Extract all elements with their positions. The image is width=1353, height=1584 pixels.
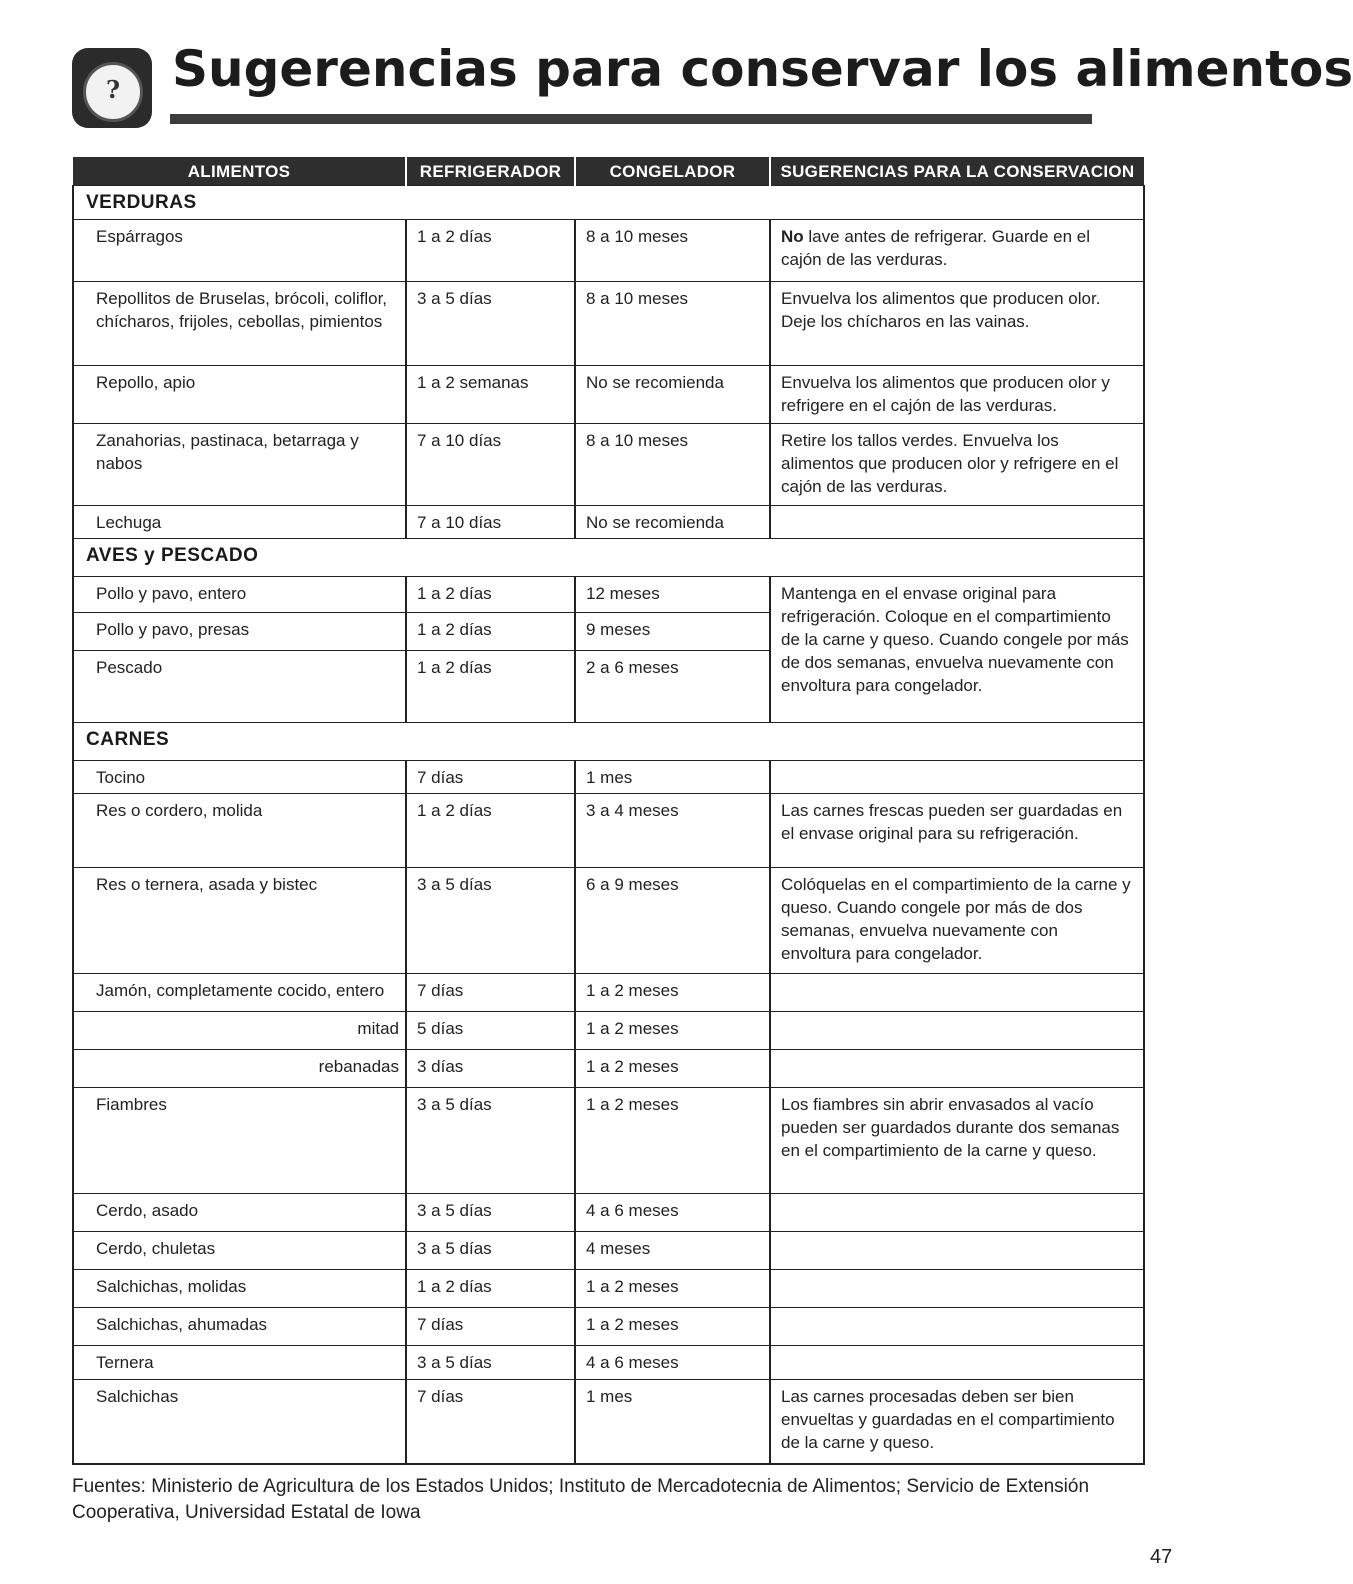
tip-emphasis: No bbox=[781, 227, 804, 246]
table-header-row bbox=[73, 157, 1144, 186]
refrigerator-cell: 3 a 5 días bbox=[406, 282, 575, 366]
freezer-cell: 1 a 2 meses bbox=[575, 1270, 770, 1308]
food-cell: Res o cordero, molida bbox=[73, 794, 406, 868]
freezer-cell: No se recomienda bbox=[575, 366, 770, 424]
table-row bbox=[73, 1308, 1144, 1346]
freezer-cell: 2 a 6 meses bbox=[575, 651, 770, 723]
tip-cell: Mantenga en el envase original para refrigeración. Coloque en el compartimiento de la carne y queso. Cuando congele por más de dos semanas, envuelva nuevamente con envoltura para congelador. bbox=[770, 577, 1144, 723]
food-storage-table bbox=[72, 157, 1145, 1465]
food-cell: rebanadas bbox=[73, 1050, 406, 1088]
refrigerator-cell: 3 a 5 días bbox=[406, 1194, 575, 1232]
refrigerator-cell: 7 a 10 días bbox=[406, 424, 575, 506]
table-row bbox=[73, 1050, 1144, 1088]
food-cell: Repollo, apio bbox=[73, 366, 406, 424]
table-row bbox=[73, 282, 1144, 366]
freezer-cell: 4 a 6 meses bbox=[575, 1346, 770, 1380]
food-cell: Pescado bbox=[73, 651, 406, 723]
column-header-refrigerator: REFRIGERADOR bbox=[406, 157, 575, 186]
freezer-cell: 1 a 2 meses bbox=[575, 1050, 770, 1088]
table-row bbox=[73, 974, 1144, 1012]
freezer-cell: 9 meses bbox=[575, 613, 770, 651]
food-cell: Salchichas, molidas bbox=[73, 1270, 406, 1308]
tip-cell bbox=[770, 1232, 1144, 1270]
tip-cell: Envuelva los alimentos que producen olor. Deje los chícharos en las vainas. bbox=[770, 282, 1144, 366]
table-row bbox=[73, 506, 1144, 539]
freezer-cell: 3 a 4 meses bbox=[575, 794, 770, 868]
table-row bbox=[73, 1012, 1144, 1050]
freezer-cell: No se recomienda bbox=[575, 506, 770, 539]
freezer-cell: 6 a 9 meses bbox=[575, 868, 770, 974]
table-row bbox=[73, 577, 1144, 613]
food-cell: Pollo y pavo, presas bbox=[73, 613, 406, 651]
table-row bbox=[73, 1346, 1144, 1380]
tip-cell bbox=[770, 1308, 1144, 1346]
food-cell: Cerdo, chuletas bbox=[73, 1232, 406, 1270]
freezer-cell: 1 mes bbox=[575, 1380, 770, 1464]
section-title: CARNES bbox=[73, 723, 1144, 761]
tip-text: lave antes de refrigerar. Guarde en el cajón de las verduras. bbox=[781, 227, 1091, 269]
food-cell: Salchichas, ahumadas bbox=[73, 1308, 406, 1346]
refrigerator-cell: 1 a 2 semanas bbox=[406, 366, 575, 424]
tip-cell: Envuelva los alimentos que producen olor y refrigere en el cajón de las verduras. bbox=[770, 366, 1144, 424]
page-title: Sugerencias para conservar los alimentos bbox=[172, 40, 1353, 98]
title-underline bbox=[170, 114, 1092, 124]
food-cell: Zanahorias, pastinaca, betarraga y nabos bbox=[73, 424, 406, 506]
tip-cell bbox=[770, 506, 1144, 539]
section-title: VERDURAS bbox=[73, 186, 1144, 220]
lightbulb-icon: ? bbox=[72, 48, 152, 128]
freezer-cell: 8 a 10 meses bbox=[575, 220, 770, 282]
refrigerator-cell: 3 días bbox=[406, 1050, 575, 1088]
refrigerator-cell: 1 a 2 días bbox=[406, 220, 575, 282]
tip-cell bbox=[770, 974, 1144, 1012]
refrigerator-cell: 3 a 5 días bbox=[406, 1232, 575, 1270]
tip-cell: Colóquelas en el compartimiento de la carne y queso. Cuando congele por más de dos semanas, envuelva nuevamente con envoltura para congelador. bbox=[770, 868, 1144, 974]
table-row bbox=[73, 794, 1144, 868]
refrigerator-cell: 1 a 2 días bbox=[406, 651, 575, 723]
food-cell: Espárragos bbox=[73, 220, 406, 282]
tip-cell: Las carnes frescas pueden ser guardadas en el envase original para su refrigeración. bbox=[770, 794, 1144, 868]
food-cell: Ternera bbox=[73, 1346, 406, 1380]
tip-cell: Las carnes procesadas deben ser bien envueltas y guardadas en el compartimiento de la carne y queso. bbox=[770, 1380, 1144, 1464]
table-row bbox=[73, 424, 1144, 506]
food-cell: Cerdo, asado bbox=[73, 1194, 406, 1232]
food-cell: Jamón, completamente cocido, entero bbox=[73, 974, 406, 1012]
food-cell: Repollitos de Bruselas, brócoli, coliflor, chícharos, frijoles, cebollas, pimientos bbox=[73, 282, 406, 366]
tip-cell: Los fiambres sin abrir envasados al vacío pueden ser guardados durante dos semanas en el compartimiento de la carne y queso. bbox=[770, 1088, 1144, 1194]
freezer-cell: 1 a 2 meses bbox=[575, 1088, 770, 1194]
table-row bbox=[73, 1380, 1144, 1464]
column-header-food: ALIMENTOS bbox=[73, 157, 406, 186]
refrigerator-cell: 1 a 2 días bbox=[406, 1270, 575, 1308]
column-header-tips: SUGERENCIAS PARA LA CONSERVACION bbox=[770, 157, 1144, 186]
refrigerator-cell: 7 a 10 días bbox=[406, 506, 575, 539]
food-cell: mitad bbox=[73, 1012, 406, 1050]
refrigerator-cell: 7 días bbox=[406, 1380, 575, 1464]
table-row bbox=[73, 220, 1144, 282]
column-header-freezer: CONGELADOR bbox=[575, 157, 770, 186]
refrigerator-cell: 3 a 5 días bbox=[406, 1088, 575, 1194]
freezer-cell: 8 a 10 meses bbox=[575, 282, 770, 366]
tip-cell bbox=[770, 220, 1144, 282]
freezer-cell: 1 mes bbox=[575, 761, 770, 794]
tip-cell bbox=[770, 1346, 1144, 1380]
refrigerator-cell: 1 a 2 días bbox=[406, 577, 575, 613]
food-cell: Tocino bbox=[73, 761, 406, 794]
section-title: AVES y PESCADO bbox=[73, 539, 1144, 577]
refrigerator-cell: 3 a 5 días bbox=[406, 1346, 575, 1380]
section-row bbox=[73, 186, 1144, 220]
food-cell: Fiambres bbox=[73, 1088, 406, 1194]
page-number: 47 bbox=[1150, 1546, 1173, 1568]
food-cell: Salchichas bbox=[73, 1380, 406, 1464]
freezer-cell: 1 a 2 meses bbox=[575, 1012, 770, 1050]
tip-cell bbox=[770, 1050, 1144, 1088]
freezer-cell: 1 a 2 meses bbox=[575, 974, 770, 1012]
table-row bbox=[73, 1232, 1144, 1270]
refrigerator-cell: 7 días bbox=[406, 761, 575, 794]
freezer-cell: 4 a 6 meses bbox=[575, 1194, 770, 1232]
freezer-cell: 8 a 10 meses bbox=[575, 424, 770, 506]
sources-note: Fuentes: Ministerio de Agricultura de los Estados Unidos; Instituto de Mercadotecnia de Alimentos; Servicio de Extensión Cooperativa, Universidad Estatal de Iowa bbox=[72, 1476, 1090, 1523]
freezer-cell: 4 meses bbox=[575, 1232, 770, 1270]
section-row bbox=[73, 539, 1144, 577]
food-cell: Res o ternera, asada y bistec bbox=[73, 868, 406, 974]
tip-cell bbox=[770, 1270, 1144, 1308]
refrigerator-cell: 1 a 2 días bbox=[406, 613, 575, 651]
section-row bbox=[73, 723, 1144, 761]
food-cell: Lechuga bbox=[73, 506, 406, 539]
refrigerator-cell: 7 días bbox=[406, 974, 575, 1012]
tip-cell bbox=[770, 1194, 1144, 1232]
table-row bbox=[73, 868, 1144, 974]
table-row bbox=[73, 1270, 1144, 1308]
page-header bbox=[72, 40, 1353, 130]
tip-cell bbox=[770, 1012, 1144, 1050]
table-row bbox=[73, 1088, 1144, 1194]
tip-cell: Retire los tallos verdes. Envuelva los alimentos que producen olor y refrigere en el cajón de las verduras. bbox=[770, 424, 1144, 506]
table-body bbox=[73, 186, 1144, 1464]
table-row bbox=[73, 1194, 1144, 1232]
food-cell: Pollo y pavo, entero bbox=[73, 577, 406, 613]
refrigerator-cell: 3 a 5 días bbox=[406, 868, 575, 974]
table-row bbox=[73, 366, 1144, 424]
refrigerator-cell: 7 días bbox=[406, 1308, 575, 1346]
freezer-cell: 1 a 2 meses bbox=[575, 1308, 770, 1346]
refrigerator-cell: 5 días bbox=[406, 1012, 575, 1050]
refrigerator-cell: 1 a 2 días bbox=[406, 794, 575, 868]
tip-cell bbox=[770, 761, 1144, 794]
table-row bbox=[73, 761, 1144, 794]
freezer-cell: 12 meses bbox=[575, 577, 770, 613]
